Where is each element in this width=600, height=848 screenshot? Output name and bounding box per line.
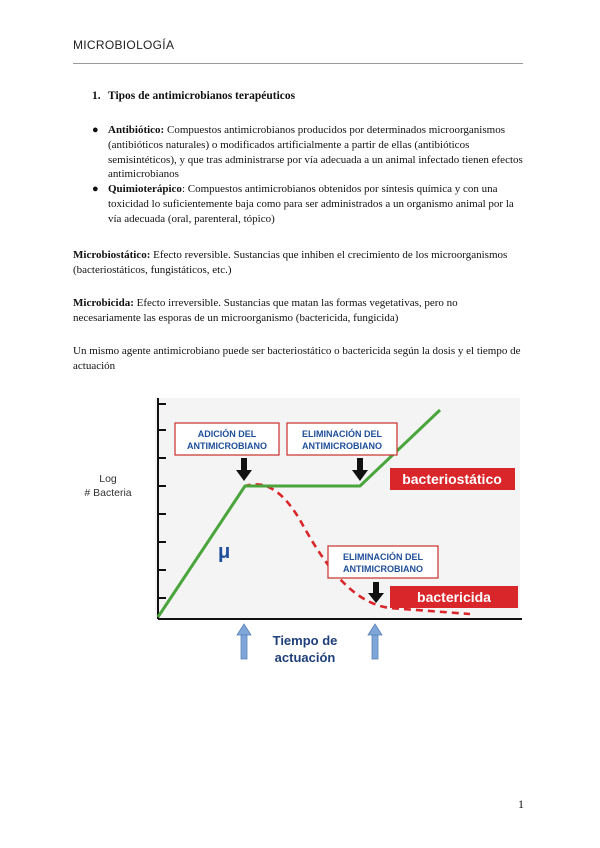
paragraph-term: Microbicida:	[73, 297, 134, 309]
x-axis-label-line1: Tiempo de	[272, 633, 338, 648]
eliminacion-top-label-line1: ELIMINACIÓN DEL	[302, 429, 382, 439]
paragraph-text: Efecto reversible. Sustancias que inhiben el crecimiento de los microorganismos (bacteriostáticos, fungistáticos, etc.)	[73, 249, 508, 276]
y-axis-label-line1: Log	[99, 473, 117, 485]
y-axis-label-line2: # Bacteria	[84, 487, 132, 499]
bullet-text: Compuestos antimicrobianos producidos por determinados microorganismos (antibióticos naturales) o modificados artificialmente a partir de ellas (antibióticos semisintéticos), y que tras administrarse por vía adecuada a un animal infectado tienen efectos antimicrobianos	[108, 124, 523, 181]
time-start-arrow-icon	[237, 624, 251, 659]
bullet-list	[92, 123, 524, 227]
bullet-quimioterapico	[92, 182, 524, 226]
section-heading	[92, 90, 295, 102]
header-divider	[73, 63, 523, 64]
growth-curve-figure	[60, 390, 530, 680]
section-number: 1.	[92, 90, 101, 102]
x-axis-label-line2: actuación	[274, 650, 336, 665]
adicion-label-line1: ADICIÓN DEL	[197, 429, 257, 439]
growth-rate-mu-label: μ	[218, 541, 231, 563]
bactericida-label: bactericida	[417, 589, 491, 605]
eliminacion-bottom-label-line1: ELIMINACIÓN DEL	[343, 552, 423, 562]
bullet-term: Quimioterápico	[108, 183, 182, 196]
adicion-label-line2: ANTIMICROBIANO	[187, 441, 267, 451]
paragraph-text: Efecto irreversible. Sustancias que matan las formas vegetativas, pero no necesariamente las esporas de un microorganismo (bactericida, fungicida)	[73, 297, 458, 324]
bullet-text: : Compuestos antimicrobianos obtenidos por síntesis química y con una toxicidad lo suficientemente baja como para ser administrados a un organismo animal por la vía adecuada (oral, parenteral, tópico)	[108, 183, 514, 225]
eliminacion-bottom-label-line2: ANTIMICROBIANO	[343, 564, 423, 574]
bullet-antibiotico	[92, 123, 524, 182]
section-title-text: Tipos de antimicrobianos terapéuticos	[108, 90, 296, 102]
bullet-dot: ●	[92, 183, 99, 196]
paragraph-microbiostatico	[73, 248, 525, 278]
page-number: 1	[518, 797, 524, 811]
paragraph-microbicida	[73, 296, 525, 326]
paragraph-term: Microbiostático:	[73, 249, 151, 261]
eliminacion-top-label-line2: ANTIMICROBIANO	[302, 441, 382, 451]
bullet-dot: ●	[92, 124, 99, 136]
bacteriostatico-label: bacteriostático	[402, 471, 502, 487]
paragraph-note: Un mismo agente antimicrobiano puede ser bacteriostático o bactericida según la dosis y el tiempo de actuación	[73, 345, 521, 372]
page-header-title: MICROBIOLOGÍA	[73, 38, 175, 52]
growth-curve-svg	[60, 390, 530, 680]
bullet-term: Antibiótico:	[108, 124, 165, 136]
time-end-arrow-icon	[368, 624, 382, 659]
